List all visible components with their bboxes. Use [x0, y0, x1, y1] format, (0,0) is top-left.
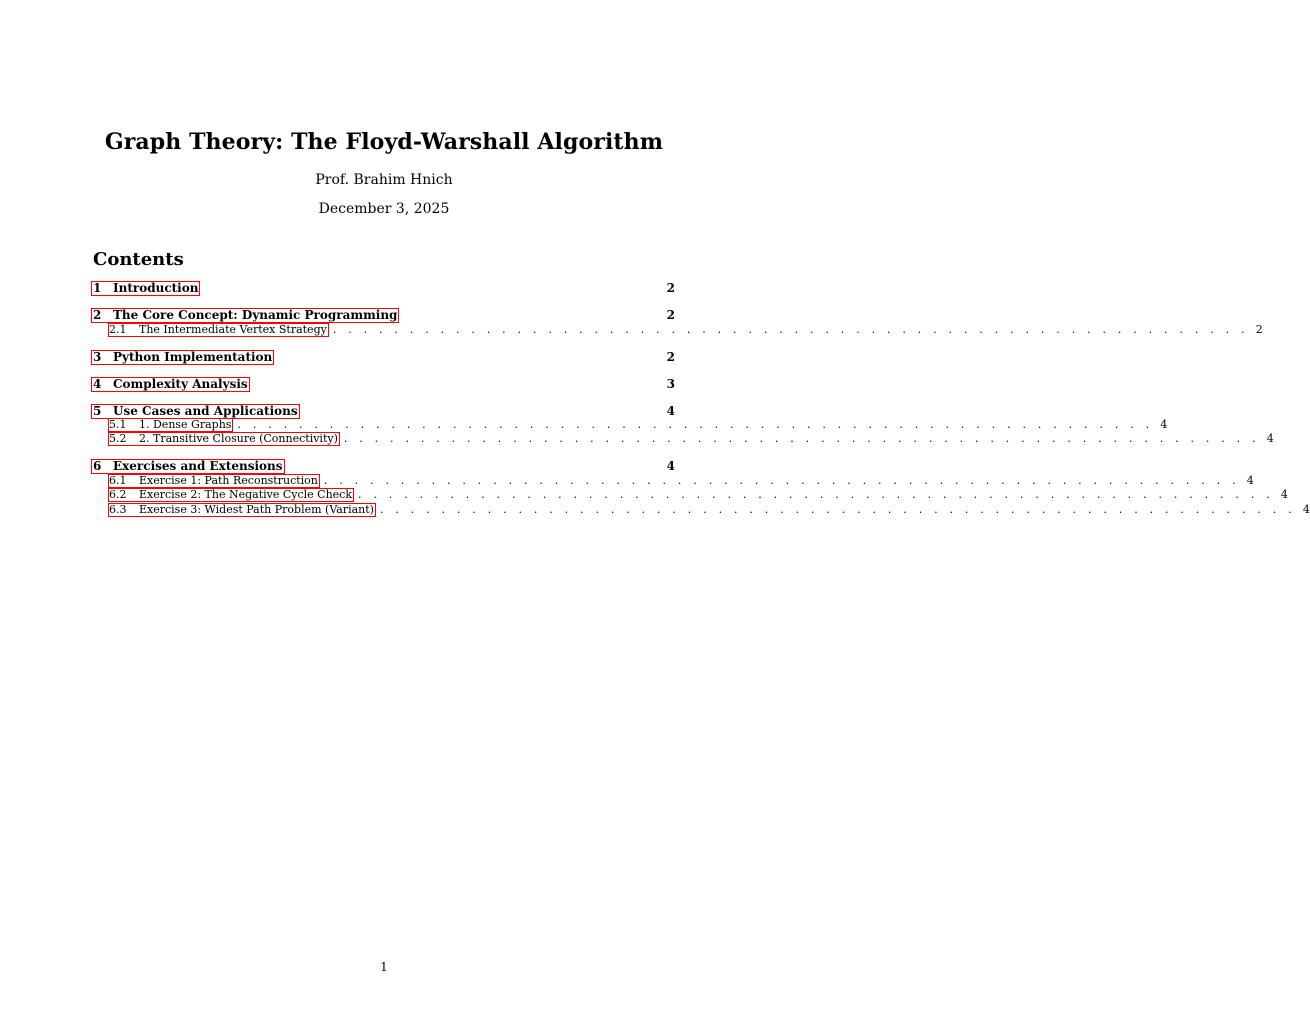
toc-entry-python-implementation[interactable]: [93, 350, 675, 366]
toc-entry-introduction[interactable]: [93, 281, 675, 297]
toc-leader-dots: . . . . . . . . . . . . . . . . . . . . . . . . . . . . . . . . . . . . . . . . . . . . . . . . . . . . . . . . . . . .: [343, 432, 1260, 445]
contents-heading: Contents: [93, 249, 184, 270]
toc-number: 2: [93, 308, 102, 322]
toc-number: 5.2: [109, 432, 127, 445]
toc-label: Exercise 2: The Negative Cycle Check: [139, 488, 353, 501]
toc-entry-core-concept[interactable]: [93, 308, 675, 324]
toc-page-number: 3: [666, 377, 675, 391]
toc-entry-transitive-closure[interactable]: [93, 432, 1274, 446]
toc-label: Introduction: [113, 281, 199, 295]
toc-leader-dots: . . . . . . . . . . . . . . . . . . . . . . . . . . . . . . . . . . . . . . . . . . . . . . . . . . . . . . . . . . . .: [237, 418, 1154, 431]
toc-link[interactable]: [108, 323, 329, 337]
toc-number: 3: [93, 350, 102, 364]
toc-label: Python Implementation: [113, 350, 273, 364]
toc-link[interactable]: [108, 503, 376, 517]
toc-entry-exercise-1[interactable]: [93, 474, 1254, 488]
toc-link[interactable]: [91, 350, 274, 365]
toc-label: The Core Concept: Dynamic Programming: [113, 308, 398, 322]
toc-link[interactable]: [91, 308, 399, 323]
toc-leader-dots: . . . . . . . . . . . . . . . . . . . . . . . . . . . . . . . . . . . . . . . . . . . . . . . . . . . . . . . . . . . .: [379, 503, 1296, 516]
toc-page-number: 4: [666, 404, 675, 418]
toc-label: Complexity Analysis: [113, 377, 248, 391]
toc-leader-dots: . . . . . . . . . . . . . . . . . . . . . . . . . . . . . . . . . . . . . . . . . . . . . . . . . . . . . . . . . . . .: [332, 323, 1249, 336]
toc-leader-dots: . . . . . . . . . . . . . . . . . . . . . . . . . . . . . . . . . . . . . . . . . . . . . . . . . . . . . . . . . . . .: [323, 474, 1240, 487]
toc-link[interactable]: [108, 474, 320, 488]
toc-entry-dense-graphs[interactable]: [93, 418, 1168, 432]
toc-number: 6.1: [109, 474, 127, 487]
toc-number: 5.1: [109, 418, 127, 431]
toc-number: 6: [93, 459, 102, 473]
toc-label: Exercise 3: Widest Path Problem (Variant): [139, 503, 374, 516]
toc-number: 2.1: [109, 323, 127, 336]
toc-label: Use Cases and Applications: [113, 404, 298, 418]
toc-page-number: 2: [666, 281, 675, 295]
toc-page-number: 2: [666, 350, 675, 364]
toc-page-number: 4: [1266, 432, 1274, 445]
toc-entry-intermediate-vertex[interactable]: [93, 323, 1263, 337]
toc-link[interactable]: [108, 432, 340, 446]
toc-entry-complexity-analysis[interactable]: [93, 377, 675, 393]
toc-label: The Intermediate Vertex Strategy: [139, 323, 327, 336]
document-author: Prof. Brahim Hnich: [315, 172, 453, 188]
toc-number: 4: [93, 377, 102, 391]
toc-page-number: 4: [1160, 418, 1168, 431]
toc-entry-exercises[interactable]: [93, 459, 675, 475]
toc-page-number: 4: [1246, 474, 1254, 487]
toc-page-number: 2: [1255, 323, 1263, 336]
toc-link[interactable]: [108, 418, 233, 432]
toc-entry-exercise-2[interactable]: [93, 488, 1288, 502]
toc-page-number: 2: [666, 308, 675, 322]
toc-link[interactable]: [91, 459, 285, 474]
toc-entry-exercise-3[interactable]: [93, 503, 1310, 517]
document-title: Graph Theory: The Floyd-Warshall Algorithm: [104, 129, 664, 155]
toc-label: Exercises and Extensions: [113, 459, 283, 473]
page-number-footer: 1: [380, 960, 388, 974]
toc-number: 5: [93, 404, 102, 418]
toc-label: Exercise 1: Path Reconstruction: [139, 474, 318, 487]
toc-link[interactable]: [91, 404, 300, 419]
toc-label: 2. Transitive Closure (Connectivity): [139, 432, 338, 445]
toc-label: 1. Dense Graphs: [139, 418, 232, 431]
toc-link[interactable]: [108, 488, 354, 502]
toc-leader-dots: . . . . . . . . . . . . . . . . . . . . . . . . . . . . . . . . . . . . . . . . . . . . . . . . . . . . . . . . . . . .: [358, 488, 1274, 501]
toc-page-number: 4: [1302, 503, 1310, 516]
document-date: December 3, 2025: [318, 201, 450, 217]
toc-link[interactable]: [91, 281, 200, 296]
toc-page-number: 4: [666, 459, 675, 473]
toc-number: 6.2: [109, 488, 127, 501]
toc-number: 1: [93, 281, 102, 295]
toc-link[interactable]: [91, 377, 250, 392]
toc-page-number: 4: [1280, 488, 1288, 501]
toc-number: 6.3: [109, 503, 127, 516]
